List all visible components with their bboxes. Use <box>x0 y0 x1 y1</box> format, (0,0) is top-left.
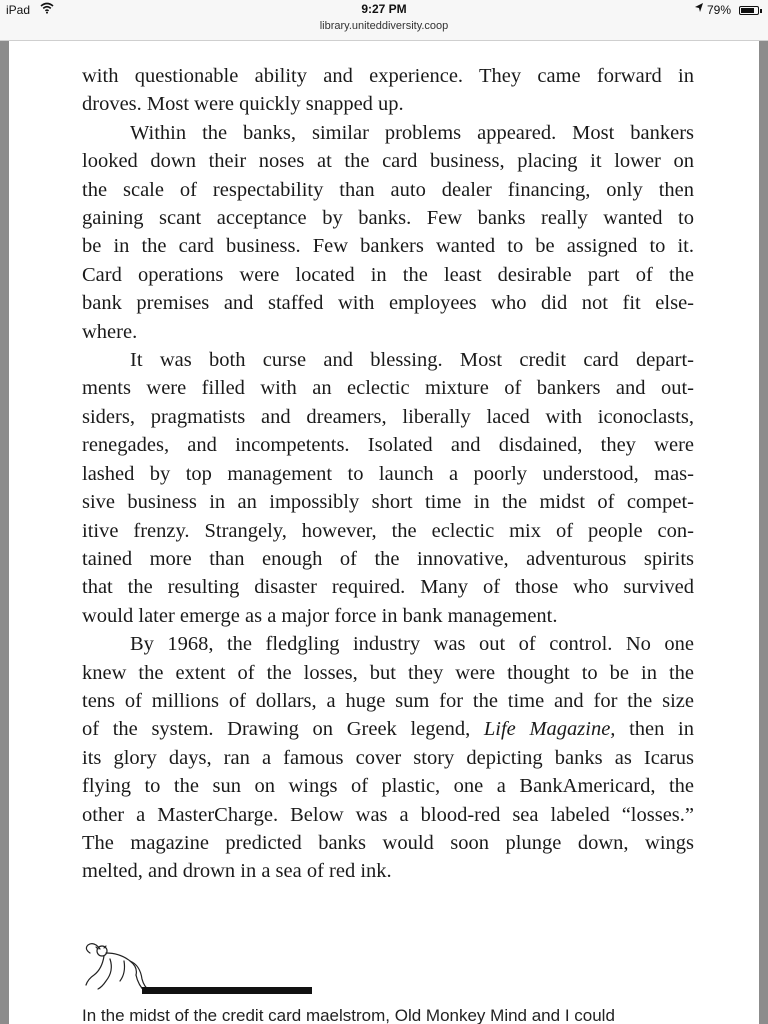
text-line: Within the banks, similar problems appeared. Most bankers <box>130 121 694 144</box>
text-line: It was both curse and blessing. Most credit card depart- <box>130 349 694 372</box>
section-divider <box>142 987 312 994</box>
battery-icon <box>739 6 759 15</box>
text-line: Card operations were located in the least desirable part of the <box>82 263 694 286</box>
text-line: bank premises and staffed with employees who did not fit else- <box>82 292 694 315</box>
text-line: tens of millions of dollars, a huge sum for the time and for the size <box>82 689 694 712</box>
next-section-text: In the midst of the credit card maelstrom, Old Monkey Mind and I could <box>82 1006 615 1024</box>
text-line: where. <box>82 320 138 343</box>
clock: 9:27 PM <box>361 2 407 16</box>
text-line: sive business in an impossibly short time in the midst of compet- <box>82 491 694 514</box>
text-line: tained more than enough of the innovative, adventurous spirits <box>82 547 694 570</box>
text-line: looked down their noses at the card business, placing it lower on <box>82 150 694 173</box>
text-line: with questionable ability and experience. They came forward in <box>82 65 694 87</box>
text-line: its glory days, ran a famous cover story depicting banks as Icarus <box>82 746 694 769</box>
text-line: flying to the sun on wings of plastic, one a BankAmericard, the <box>82 775 694 798</box>
text-line: lashed by top management to launch a poorly understood, mas- <box>82 462 694 485</box>
text-line: would later emerge as a major force in bank management. <box>82 604 558 627</box>
book-text <box>82 62 694 886</box>
text-line-with-italic <box>82 715 694 743</box>
location-arrow-icon <box>694 2 704 17</box>
text-line: other a MasterCharge. Below was a blood-red sea labeled “losses.” <box>82 803 694 826</box>
text-line: knew the extent of the losses, but they were thought to be in the <box>82 661 694 684</box>
text-line: renegades, and incompetents. Isolated and disdained, they were <box>82 434 694 457</box>
text-line: gaining scant acceptance by banks. Few banks really wanted to <box>82 207 694 230</box>
book-page <box>9 41 759 1024</box>
text-line: The magazine predicted banks would soon plunge down, wings <box>82 831 694 854</box>
text-line: melted, and drown in a sea of red ink. <box>82 860 392 883</box>
text-segment: of the system. Drawing on Greek legend, <box>82 718 484 741</box>
text-line: be in the card business. Few bankers wanted to be assigned to it. <box>82 235 694 258</box>
battery-percentage: 79% <box>707 3 732 17</box>
battery-fill <box>741 8 754 13</box>
text-line: the scale of respectability than auto dealer financing, only then <box>82 178 694 201</box>
text-segment: then in <box>615 718 694 741</box>
text-line: By 1968, the fledgling industry was out of control. No one <box>130 633 694 656</box>
url-bar[interactable]: library.uniteddiversity.coop <box>319 20 449 32</box>
status-bar <box>0 0 768 41</box>
text-line: that the resulting disaster required. Many of those who survived <box>82 576 694 599</box>
text-line: itive frenzy. Strangely, however, the eclectic mix of people con- <box>82 519 694 542</box>
text-line: siders, pragmatists and dreamers, liberally laced with iconoclasts, <box>82 405 694 428</box>
device-label: iPad <box>6 3 31 17</box>
text-line: droves. Most were quickly snapped up. <box>82 93 404 116</box>
text-line: ments were filled with an eclectic mixture of bankers and out- <box>82 377 694 400</box>
italic-title: Life Magazine, <box>483 718 616 741</box>
